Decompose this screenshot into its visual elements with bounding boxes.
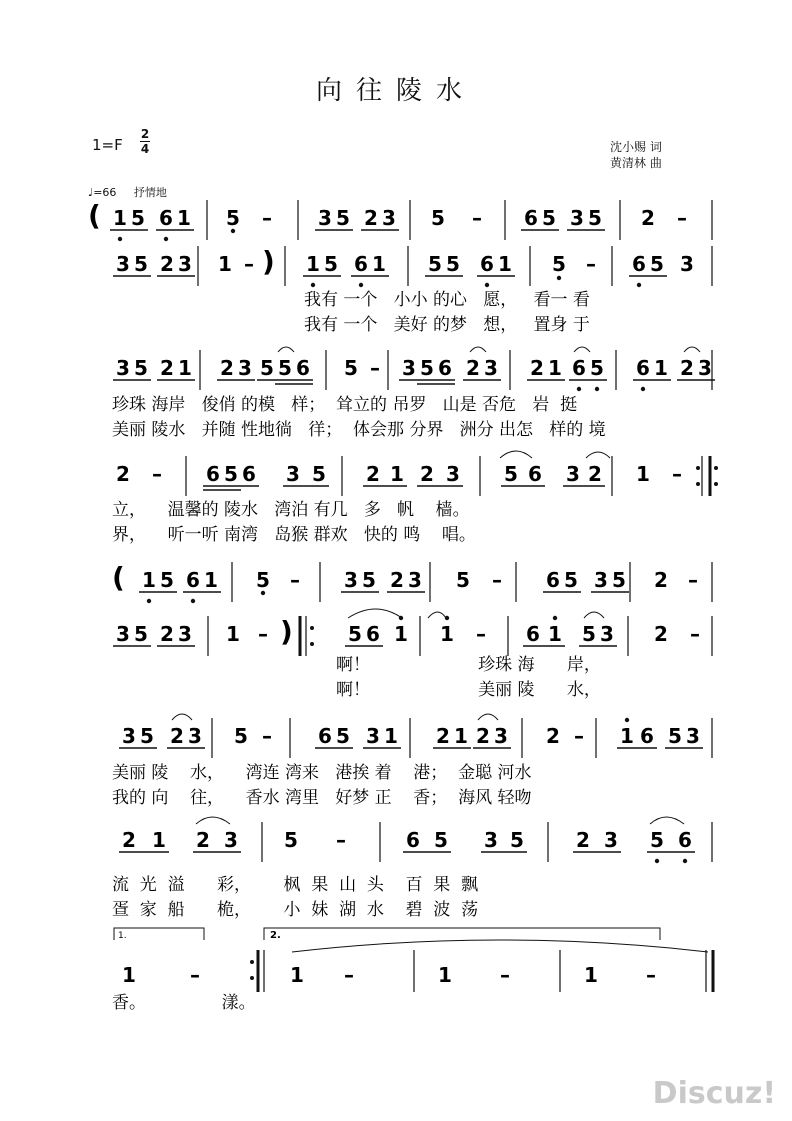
note-6-11: 1	[454, 724, 468, 748]
lyricist-credit: 沈小赐 词	[610, 140, 662, 154]
note-2-14: 2	[466, 356, 480, 380]
note-6-17: 6	[640, 724, 654, 748]
note-8-0: 1	[122, 963, 136, 987]
lyric-line-1: 我有 一个 美好 的梦 想， 置身 于	[304, 315, 590, 335]
lyric-line-0: 我有 一个 小小 的心 愿， 看一 看	[304, 290, 590, 310]
note-6-0: 3	[122, 724, 136, 748]
note-0-0: (	[88, 199, 101, 232]
note-1-0: 3	[116, 252, 130, 276]
note-1-14: 1	[498, 252, 512, 276]
note-5-15: 3	[600, 622, 614, 646]
note-2-16: 2	[530, 356, 544, 380]
note-3-6: 5	[312, 462, 326, 486]
note-5-7: 5	[348, 622, 362, 646]
note-8-2: 1	[290, 963, 304, 987]
note-1-15: 5	[552, 252, 566, 276]
note-4-9: 2	[390, 568, 404, 592]
note-6-10: 2	[436, 724, 450, 748]
note-3-1: –	[152, 462, 162, 486]
note-0-8: 5	[336, 206, 350, 230]
note-1-16: –	[586, 252, 596, 276]
note-7-10: 2	[576, 828, 590, 852]
note-6-2: 2	[170, 724, 184, 748]
note-2-3: 1	[178, 356, 192, 380]
volta-1-label: 1.	[118, 931, 127, 941]
note-6-1: 5	[140, 724, 154, 748]
lyric-line-2: 珍珠 海岸 俊俏 的模 样； 耸立的 吊罗 山是 否危 岩 挺	[112, 395, 578, 415]
note-4-17: 2	[654, 568, 668, 592]
note-3-16: –	[672, 462, 682, 486]
note-7-1: 1	[152, 828, 166, 852]
lyric-line-10: 流 光 溢 彩， 枫 果 山 头 百 果 飘	[112, 875, 479, 895]
note-8-3: –	[344, 963, 354, 987]
lyric-line-11: 疍 家 船 桅， 小 妹 湖 水 碧 波 荡	[112, 900, 479, 920]
note-2-17: 1	[548, 356, 562, 380]
note-6-5: –	[262, 724, 272, 748]
note-3-3: 5	[224, 462, 238, 486]
note-5-0: 3	[116, 622, 130, 646]
note-4-2: 5	[160, 568, 174, 592]
note-0-10: 3	[382, 206, 396, 230]
note-2-10: –	[370, 356, 380, 380]
note-4-0: (	[112, 561, 125, 594]
note-5-9: 1	[394, 622, 408, 646]
lyric-line-7: 啊！ 美丽 陵 水，	[336, 680, 601, 700]
note-2-18: 6	[572, 356, 586, 380]
note-0-4: 1	[177, 206, 191, 230]
note-1-3: 3	[178, 252, 192, 276]
volta-2-label: 2.	[270, 930, 281, 941]
note-1-9: 6	[354, 252, 368, 276]
note-1-19: 3	[680, 252, 694, 276]
note-5-10: 1	[440, 622, 454, 646]
page-title: 向往陵水	[315, 76, 476, 106]
note-8-6: 1	[584, 963, 598, 987]
note-4-10: 3	[408, 568, 422, 592]
note-5-11: –	[476, 622, 486, 646]
note-3-13: 3	[566, 462, 580, 486]
note-3-9: 2	[420, 462, 434, 486]
note-3-11: 5	[504, 462, 518, 486]
note-6-18: 5	[668, 724, 682, 748]
note-8-7: –	[646, 963, 656, 987]
note-4-6: –	[290, 568, 300, 592]
note-0-2: 5	[131, 206, 145, 230]
note-6-14: 2	[546, 724, 560, 748]
note-4-5: 5	[256, 568, 270, 592]
volta-brackets	[114, 928, 660, 940]
note-5-1: 5	[134, 622, 148, 646]
note-5-17: –	[690, 622, 700, 646]
note-0-7: 3	[318, 206, 332, 230]
note-7-3: 3	[224, 828, 238, 852]
note-0-15: 3	[570, 206, 584, 230]
note-2-5: 3	[238, 356, 252, 380]
note-2-1: 5	[134, 356, 148, 380]
note-2-6: 5	[260, 356, 274, 380]
note-3-7: 2	[366, 462, 380, 486]
note-6-7: 5	[336, 724, 350, 748]
note-3-10: 3	[446, 462, 460, 486]
note-6-8: 3	[366, 724, 380, 748]
note-6-6: 6	[318, 724, 332, 748]
note-2-15: 3	[484, 356, 498, 380]
note-4-15: 3	[594, 568, 608, 592]
note-5-13: 1	[548, 622, 562, 646]
note-2-7: 5	[278, 356, 292, 380]
note-2-0: 3	[116, 356, 130, 380]
note-6-13: 3	[494, 724, 508, 748]
note-3-15: 1	[636, 462, 650, 486]
note-4-12: –	[492, 568, 502, 592]
note-2-11: 3	[402, 356, 416, 380]
note-6-4: 5	[234, 724, 248, 748]
composer-credit: 黄清林 曲	[610, 156, 662, 170]
note-3-2: 6	[206, 462, 220, 486]
note-8-5: –	[500, 963, 510, 987]
note-4-4: 1	[204, 568, 218, 592]
note-1-4: 1	[218, 252, 232, 276]
lyric-line-4: 立， 温馨的 陵水 湾泊 有几 多 帆 樯。	[112, 500, 470, 520]
note-4-16: 5	[612, 568, 626, 592]
note-1-1: 5	[134, 252, 148, 276]
note-2-8: 6	[296, 356, 310, 380]
note-6-19: 3	[686, 724, 700, 748]
note-3-0: 2	[116, 462, 130, 486]
lyric-layer	[112, 290, 606, 1013]
note-2-12: 5	[420, 356, 434, 380]
note-4-13: 6	[546, 568, 560, 592]
watermark: Discuz!	[652, 1076, 776, 1111]
lyric-line-8: 美丽 陵 水， 湾连 湾来 港挨 着 港； 金聪 河水	[112, 763, 532, 783]
note-0-5: 5	[226, 206, 240, 230]
note-1-12: 5	[446, 252, 460, 276]
note-1-13: 6	[480, 252, 494, 276]
note-0-11: 5	[431, 206, 445, 230]
note-3-14: 2	[588, 462, 602, 486]
note-7-11: 3	[604, 828, 618, 852]
note-2-2: 2	[160, 356, 174, 380]
note-3-5: 3	[286, 462, 300, 486]
note-5-3: 3	[178, 622, 192, 646]
note-0-13: 6	[524, 206, 538, 230]
note-4-8: 5	[362, 568, 376, 592]
note-5-12: 6	[526, 622, 540, 646]
note-4-1: 1	[142, 568, 156, 592]
note-4-14: 5	[564, 568, 578, 592]
note-7-13: 6	[678, 828, 692, 852]
expression-marking: 抒情地	[133, 186, 167, 199]
note-7-8: 3	[484, 828, 498, 852]
meter-bottom: 4	[140, 142, 150, 156]
note-5-14: 5	[582, 622, 596, 646]
key-signature: 1=F	[92, 136, 123, 154]
note-6-9: 1	[384, 724, 398, 748]
note-0-16: 5	[588, 206, 602, 230]
note-2-22: 2	[680, 356, 694, 380]
note-6-16: 1	[620, 724, 634, 748]
note-8-4: 1	[438, 963, 452, 987]
note-2-23: 3	[698, 356, 712, 380]
note-1-6: )	[262, 245, 275, 278]
note-0-3: 6	[159, 206, 173, 230]
note-5-16: 2	[654, 622, 668, 646]
note-7-7: 5	[434, 828, 448, 852]
note-6-12: 2	[476, 724, 490, 748]
note-0-1: 1	[113, 206, 127, 230]
note-4-7: 3	[344, 568, 358, 592]
note-7-9: 5	[510, 828, 524, 852]
note-5-2: 2	[160, 622, 174, 646]
note-1-18: 5	[650, 252, 664, 276]
note-0-12: –	[472, 206, 482, 230]
note-2-20: 6	[636, 356, 650, 380]
note-5-5: –	[258, 622, 268, 646]
note-5-4: 1	[226, 622, 240, 646]
note-0-18: –	[677, 206, 687, 230]
note-0-6: –	[262, 206, 272, 230]
note-1-7: 1	[306, 252, 320, 276]
note-7-5: –	[336, 828, 346, 852]
note-5-6: )	[280, 615, 293, 648]
note-1-5: –	[244, 252, 254, 276]
note-1-11: 5	[428, 252, 442, 276]
note-0-9: 2	[364, 206, 378, 230]
lyric-line-12: 香。 漾。	[112, 993, 256, 1013]
note-7-6: 6	[406, 828, 420, 852]
note-6-3: 3	[188, 724, 202, 748]
lyric-line-6: 啊！ 珍珠 海 岸，	[336, 655, 601, 675]
note-4-3: 6	[186, 568, 200, 592]
note-1-10: 1	[372, 252, 386, 276]
note-7-2: 2	[196, 828, 210, 852]
note-2-13: 6	[438, 356, 452, 380]
note-7-4: 5	[284, 828, 298, 852]
note-4-11: 5	[456, 568, 470, 592]
note-0-14: 5	[542, 206, 556, 230]
note-8-1: –	[190, 963, 200, 987]
note-2-21: 1	[654, 356, 668, 380]
lyric-line-9: 我的 向 往， 香水 湾里 好梦 正 香； 海风 轻吻	[112, 788, 532, 808]
note-7-0: 2	[122, 828, 136, 852]
lyric-line-5: 界， 听一听 南湾 岛猴 群欢 快的 鸣 唱。	[112, 525, 476, 545]
note-1-2: 2	[160, 252, 174, 276]
tempo-value: ♩=66	[88, 186, 117, 199]
note-7-12: 5	[650, 828, 664, 852]
note-5-8: 6	[366, 622, 380, 646]
note-3-4: 6	[242, 462, 256, 486]
note-4-18: –	[688, 568, 698, 592]
note-6-15: –	[574, 724, 584, 748]
meter-top: 2	[140, 127, 150, 141]
note-3-8: 1	[390, 462, 404, 486]
note-2-19: 5	[590, 356, 604, 380]
note-0-17: 2	[641, 206, 655, 230]
note-2-4: 2	[220, 356, 234, 380]
lyric-line-3: 美丽 陵水 并随 性地徜 徉； 体会那 分界 洲分 出怎 样的 境	[112, 420, 606, 440]
note-1-17: 6	[632, 252, 646, 276]
note-3-12: 6	[528, 462, 542, 486]
note-2-9: 5	[344, 356, 358, 380]
note-1-8: 5	[324, 252, 338, 276]
